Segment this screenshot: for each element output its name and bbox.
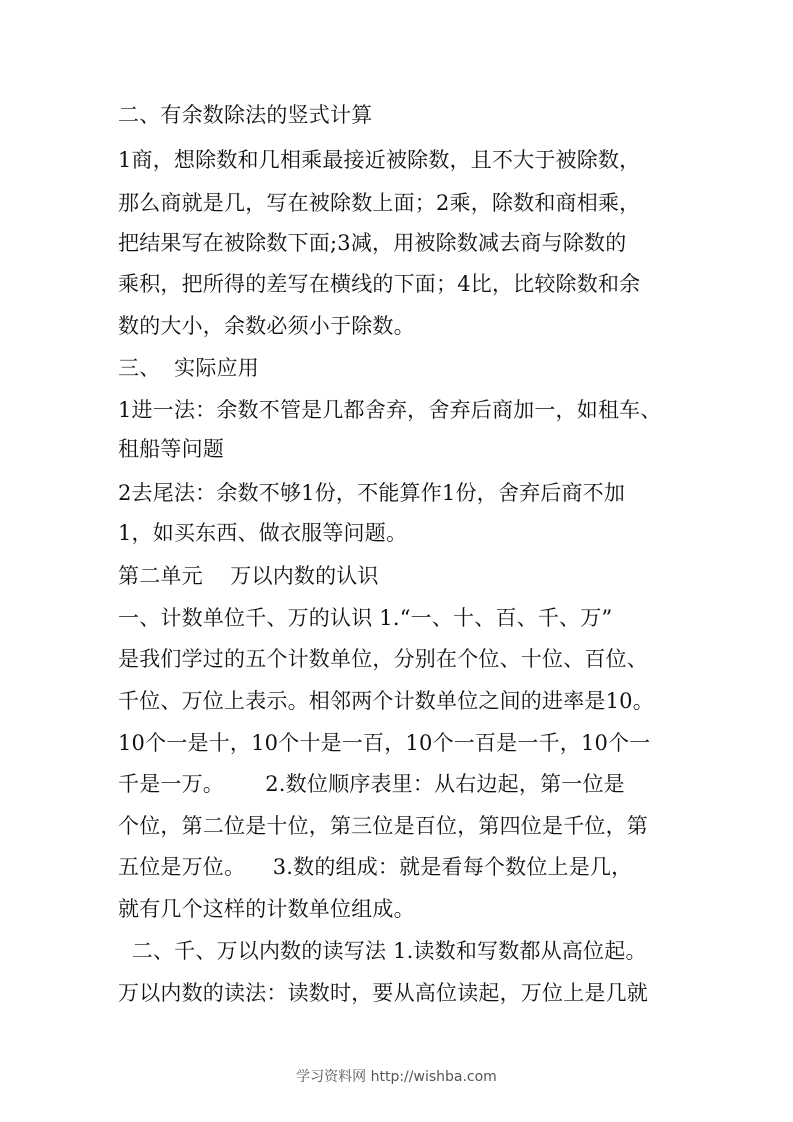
text-line: 万以内数的读法：读数时，要从高位读起，万位上是几就 <box>118 981 648 1005</box>
text-line: 个位，第二位是十位，第三位是百位，第四位是千位，第 <box>118 814 648 838</box>
text-line: 1商，想除数和几相乘最接近被除数，且不大于被除数， <box>118 148 641 172</box>
text-line: 千位、万位上表示。相邻两个计数单位之间的进率是10。 <box>118 689 654 713</box>
unit-heading: 第二单元 万以内数的认识 <box>118 564 379 588</box>
text-line: 把结果写在被除数下面;3减，用被除数减去商与除数的 <box>118 231 627 255</box>
text-line: 是我们学过的五个计数单位，分别在个位、十位、百位、 <box>118 647 648 671</box>
text-line: 10个一是十，10个十是一百，10个一百是一千，10个一 <box>118 731 651 755</box>
text-line: 租船等问题 <box>118 437 224 461</box>
text-line: 乘积，把所得的差写在横线的下面；4比，比较除数和余 <box>118 272 641 296</box>
text-line: 千是一万。 2.数位顺序表里：从右边起，第一位是 <box>118 772 625 796</box>
text-line: 二、千、万以内数的读写法 1.读数和写数都从高位起。 <box>118 939 647 963</box>
text-line: 就有几个这样的计数单位组成。 <box>118 897 415 921</box>
page-footer-watermark: 学习资料网 http://wishba.com <box>296 1069 497 1085</box>
section-heading: 三、 实际应用 <box>118 356 259 380</box>
text-line: 二、有余数除法的竖式计算 <box>118 103 373 127</box>
text-line: 1，如买东西、做衣服等问题。 <box>118 521 408 545</box>
text-line: 2去尾法：余数不够1份，不能算作1份，舍弃后商不加 <box>118 481 626 505</box>
text-line: 那么商就是几，写在被除数上面；2乘，除数和商相乘， <box>118 191 641 215</box>
text-line: 五位是万位。 3.数的组成：就是看每个数位上是几， <box>118 855 633 879</box>
text-line: 数的大小，余数必须小于除数。 <box>118 314 415 338</box>
text-line: 1进一法：余数不管是几都舍弃，舍弃后商加一，如租车、 <box>118 398 662 422</box>
text-line: 一、计数单位千、万的认识 1.“一、十、百、千、万” <box>118 606 613 630</box>
